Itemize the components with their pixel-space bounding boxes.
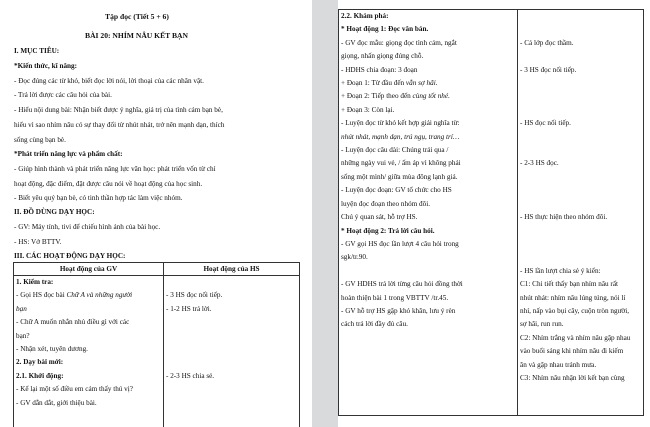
table-line: + Đoạn 2: Tiếp theo đến cùng tốt nhé. bbox=[341, 92, 450, 101]
lesson-header: Tập đọc (Tiết 5 + 6) bbox=[105, 12, 169, 21]
objective-line: sống cùng bạn bè. bbox=[14, 136, 66, 144]
equipment-line: - HS: Vở BTTV. bbox=[14, 238, 62, 246]
equipment-line: - GV: Máy tính, tivi để chiếu hình ảnh của bài học. bbox=[14, 223, 161, 231]
table-line: - HDHS chia đoạn: 3 đoạn bbox=[341, 65, 418, 74]
section-activities: III. CÁC HOẠT ĐỘNG DẠY HỌC: bbox=[14, 252, 126, 260]
activities-table bbox=[13, 262, 300, 427]
objective-line: - Biết yêu quý bạn bè, có tinh thần hợp tác làm việc nhóm. bbox=[14, 194, 183, 202]
table-line: 2.2. Khám phá: bbox=[341, 12, 389, 20]
table-line: - GV dẫn dắt, giới thiệu bài. bbox=[16, 398, 97, 407]
table-line: nhút nhát, mạnh dạn, trú ngụ, trang trí… bbox=[341, 132, 460, 141]
table-line: cách trả lời đầy đủ câu. bbox=[341, 320, 408, 329]
table-line: 2. Dạy bài mới: bbox=[16, 358, 64, 367]
activities-table-continued bbox=[338, 9, 644, 416]
table-line: luyện đọc đoạn theo nhóm đôi. bbox=[341, 199, 431, 208]
table-line: - GV hỗ trợ HS gặp khó khăn, lưu ý rèn bbox=[341, 306, 456, 315]
objective-line: - Giúp hình thành và phát triển năng lực văn học: phát triển vốn từ chỉ bbox=[14, 165, 216, 173]
sub-knowledge: *Kiến thức, kĩ năng: bbox=[14, 62, 78, 70]
table-line: + Đoạn 3: Còn lại. bbox=[341, 105, 395, 114]
table-header: Hoạt động của GV bbox=[14, 263, 164, 276]
sub-competence: *Phát triển năng lực và phẩm chất: bbox=[14, 150, 123, 158]
objective-line: - Trả lời được các câu hỏi của bài. bbox=[14, 91, 112, 99]
table-line: - HS thực hiện theo nhóm đôi. bbox=[520, 213, 608, 222]
lesson-title: BÀI 20: NHÍM NÂU KẾT BẠN bbox=[85, 31, 189, 40]
student-activity-cell bbox=[164, 276, 300, 427]
table-line: sống một mình/ giữa mùa đông lạnh giá. bbox=[341, 172, 458, 181]
table-line: sgk/tr.90. bbox=[341, 253, 368, 262]
table-line: * Hoạt động 1: Đọc văn bản. bbox=[341, 25, 429, 34]
table-line: - HS lần lượt chia sẻ ý kiến: bbox=[520, 266, 601, 275]
student-activity-cell bbox=[518, 10, 644, 416]
table-line: + Đoạn 1: Từ đầu đến vẫn sợ hãi. bbox=[341, 79, 438, 88]
teacher-activity-cell bbox=[14, 276, 164, 427]
table-line: 2.1. Khởi động: bbox=[16, 371, 64, 380]
section-objectives: I. MỤC TIÊU: bbox=[14, 47, 60, 55]
table-line: - Luyện đọc đoạn: GV tổ chức cho HS bbox=[341, 186, 452, 195]
table-line: nhí, nấp vào bụi cây, cuộn tròn người, bbox=[520, 306, 630, 315]
table-line: - Luyện đọc câu dài: Chúng trải qua / bbox=[341, 146, 449, 155]
table-line: hoàn thiện bài 1 trong VBTTV /tr.45. bbox=[341, 293, 449, 302]
table-line: - GV HDHS trả lời từng câu hỏi đồng thời bbox=[341, 280, 463, 289]
table-line: - GV đọc mẫu: giọng đọc tình cảm, ngắt bbox=[341, 38, 457, 47]
table-line: - Cả lớp đọc thầm. bbox=[520, 38, 574, 47]
table-line: ăn và gặp nhau tránh mưa. bbox=[520, 360, 597, 369]
table-line: - 3 HS đọc nối tiếp. bbox=[166, 291, 223, 300]
table-line: - Chữ A muốn nhắn nhủ điều gì với các bbox=[16, 318, 130, 327]
table-line: - 2-3 HS chia sẻ. bbox=[166, 371, 215, 380]
objective-line: - Đọc đúng các từ khó, biết đọc lời nói, lời thoại của các nhân vật. bbox=[14, 77, 204, 85]
table-line: - 2-3 HS đọc. bbox=[520, 159, 559, 168]
table-line: nhút nhát: nhím nâu lúng túng, nói lí bbox=[520, 293, 626, 302]
teacher-activity-cell bbox=[339, 10, 518, 416]
table-line: sợ hãi, run run. bbox=[520, 320, 564, 329]
table-line: C3: Nhím nâu nhận lời kết bạn cùng bbox=[520, 373, 625, 382]
table-line: - GV gọi HS đọc lần lượt 4 câu hỏi trong bbox=[341, 239, 459, 248]
objective-line: hoạt động, đặc điểm, đặt được câu nói về hoạt động của học sinh. bbox=[14, 180, 203, 188]
table-line: Chú ý quan sát, hỗ trợ HS. bbox=[341, 213, 418, 222]
table-line: giọng, nhấn giọng đúng chỗ. bbox=[341, 52, 424, 61]
objective-line: - Hiểu nội dung bài: Nhận biết được ý nghĩa, giá trị của tình cảm bạn bè, bbox=[14, 106, 223, 114]
table-line: C1: Chi tiết thấy bạn nhím nâu rất bbox=[520, 280, 619, 289]
table-line: bạn bbox=[16, 304, 27, 313]
table-line: * Hoạt động 2: Trả lời câu hỏi. bbox=[341, 226, 435, 235]
table-line: 1. Kiểm tra: bbox=[16, 278, 54, 286]
section-equipment: II. ĐỒ DÙNG DẠY HỌC: bbox=[14, 208, 95, 216]
table-line: bạn? bbox=[16, 331, 30, 340]
document-page-2 bbox=[338, 0, 650, 427]
table-line: vào buổi sáng khi nhím nâu đi kiếm bbox=[520, 347, 624, 356]
table-line: - 1-2 HS trả lời. bbox=[166, 304, 212, 313]
table-line: - Gọi HS đọc bài Chữ A và những người bbox=[16, 291, 133, 300]
table-line: - Luyện đọc từ khó kết hợp giải nghĩa từ: bbox=[341, 119, 460, 128]
table-line: C2: Nhím trắng và nhím nâu gặp nhau bbox=[520, 333, 631, 342]
table-line: - 3 HS đọc nối tiếp. bbox=[520, 65, 577, 74]
table-line: những ngày vui vẻ, / ấm áp vì không phải bbox=[341, 159, 461, 168]
table-line: - Nhận xét, tuyên dương. bbox=[16, 345, 88, 354]
document-page-1 bbox=[0, 0, 312, 427]
table-line: - HS đọc nối tiếp. bbox=[520, 119, 571, 128]
objective-line: hiểu vì sao nhím nâu có sự thay đổi từ nhút nhát, trở nên mạnh dạn, thích bbox=[14, 121, 225, 129]
table-line: - Kể lại một số điều em cảm thấy thú vị? bbox=[16, 385, 133, 394]
table-header: Hoạt động của HS bbox=[164, 263, 300, 276]
